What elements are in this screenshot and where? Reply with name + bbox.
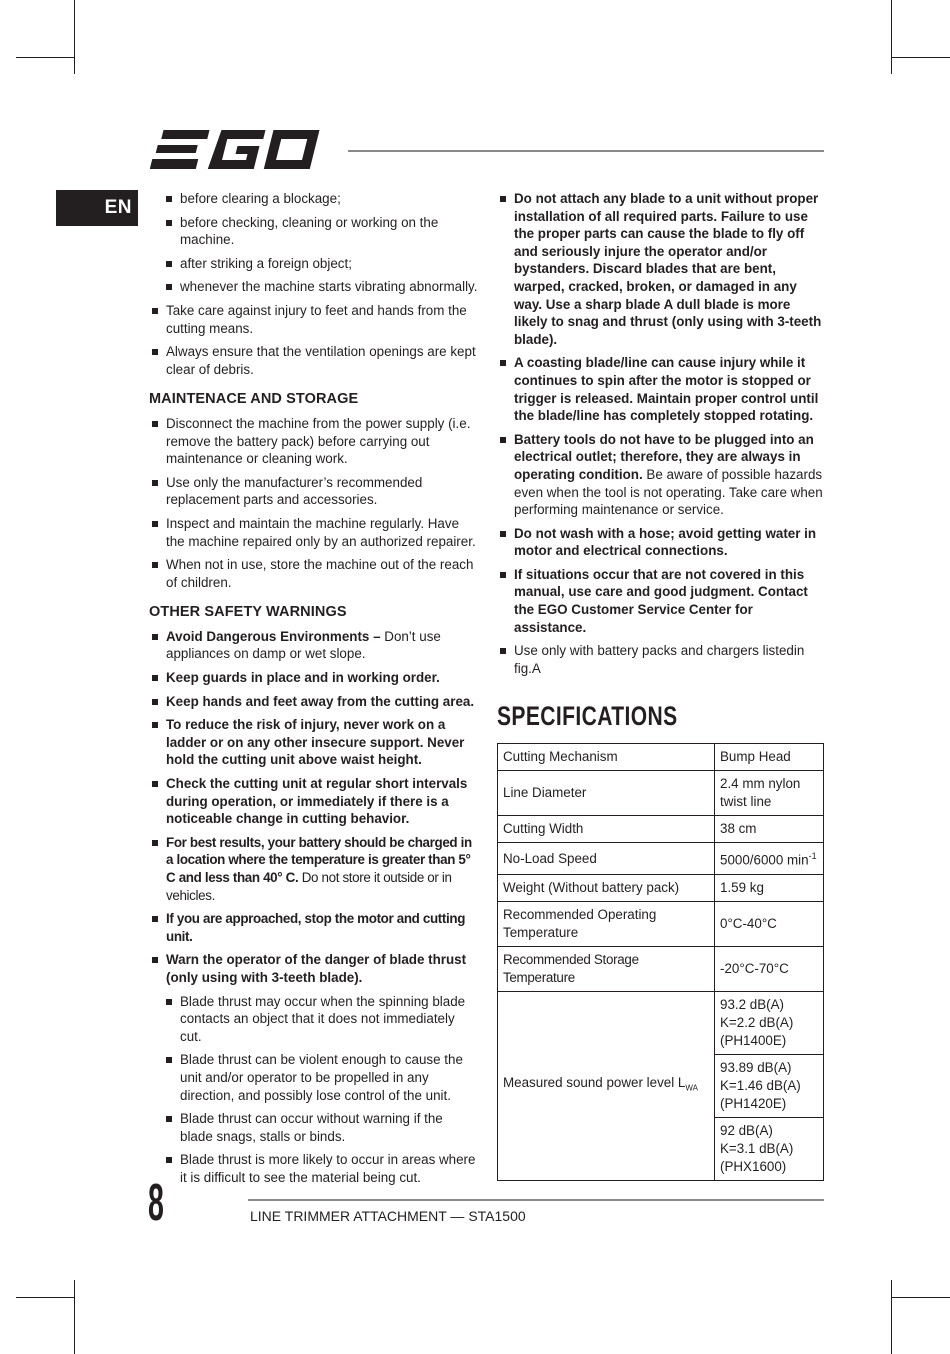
header-rule (348, 150, 824, 152)
footer-rule (248, 1199, 824, 1201)
sound-label-sub: WA (685, 1083, 698, 1093)
sound-value-line: K=1.46 dB(A) (720, 1077, 801, 1093)
spec-value (715, 991, 824, 1054)
table-row (498, 843, 824, 874)
list-item (149, 834, 479, 904)
warnings-list (149, 628, 479, 987)
spec-value: -20°C-70°C (715, 946, 824, 991)
spec-value (715, 843, 824, 874)
other-warnings-heading: OTHER SAFETY WARNINGS (149, 604, 347, 621)
sub-bullet-list (149, 190, 479, 296)
crop-mark (74, 0, 75, 74)
bullet-list (149, 302, 479, 378)
page-number: 8 (148, 1174, 164, 1232)
sound-value-line: 93.2 dB(A) (720, 996, 785, 1012)
spec-label: Recommended Storage Temperature (498, 946, 715, 991)
list-item: Use only with battery packs and chargers listedin fig.A (497, 642, 823, 677)
list-item (497, 431, 823, 519)
spec-value: 38 cm (715, 816, 824, 843)
specifications-table (497, 743, 824, 1180)
crop-mark (891, 0, 892, 74)
list-item: Blade thrust is more likely to occur in areas where it is difficult to see the material being cut. (163, 1151, 479, 1186)
battery-bold: For best results, your battery should be charged in a location where the temperature is greater than 5° C and less than 40° C. (166, 834, 472, 885)
spec-value: Bump Head (715, 744, 824, 771)
sound-value-line: 93.89 dB(A) (720, 1059, 792, 1075)
battery-tools-bold: Battery tools do not have to be plugged into an electrical outlet; therefore, they are always in operating condition. (514, 431, 814, 482)
crop-mark (16, 57, 74, 58)
crop-mark (16, 1297, 74, 1298)
ego-logo (150, 128, 332, 172)
list-item: Blade thrust can occur without warning if the blade snags, stalls or binds. (163, 1110, 479, 1145)
avoid-bold: Avoid Dangerous Environments – (166, 628, 381, 644)
right-column (497, 190, 823, 1181)
spec-value: 1.59 kg (715, 874, 824, 901)
thrust-list (149, 993, 479, 1187)
list-item: To reduce the risk of injury, never work on a ladder or on any other insecure support. Never hold the cutting unit above waist height. (149, 716, 479, 769)
battery-text: Do not store it outside or in vehicles. (166, 870, 452, 903)
left-column (149, 190, 479, 1193)
list-item: whenever the machine starts vibrating abnormally. (163, 278, 479, 296)
spec-label: No-Load Speed (498, 843, 715, 874)
list-item: Keep guards in place and in working order. (149, 669, 479, 687)
spec-value: 0°C-40°C (715, 901, 824, 946)
table-row (498, 816, 824, 843)
list-item: Use only the manufacturer’s recommended replacement parts and accessories. (149, 474, 479, 509)
sound-value-line: K=2.2 dB(A) (720, 1014, 794, 1030)
table-row (498, 901, 824, 946)
battery-tools-text: Be aware of possible hazards even when the tool is not operating. Take care when performing maintenance or service. (514, 466, 823, 518)
list-item: Check the cutting unit at regular short intervals during operation, or immediately if there is a noticeable change in cutting behavior. (149, 775, 479, 828)
list-item: Inspect and maintain the machine regularly. Have the machine repaired only by an authorized repairer. (149, 515, 479, 550)
list-item: Blade thrust may occur when the spinning blade contacts an object that it does not immediately cut. (163, 993, 479, 1046)
maintenance-list (149, 415, 479, 591)
list-item: Disconnect the machine from the power supply (i.e. remove the battery pack) before carrying out maintenance or cleaning work. (149, 415, 479, 468)
list-item: before checking, cleaning or working on the machine. (163, 214, 479, 249)
sound-value-line: 92 dB(A) (720, 1122, 773, 1138)
list-item: Blade thrust can be violent enough to cause the unit and/or operator to be propelled in any direction, and possibly lose control of the unit. (163, 1051, 479, 1104)
spec-label (498, 991, 715, 1180)
sound-value-line: (PH1400E) (720, 1032, 787, 1048)
spec-value: 2.4 mm nylon twist line (715, 771, 824, 816)
spec-label: Recommended Operating Temperature (498, 901, 715, 946)
table-row (498, 771, 824, 816)
list-item: If situations occur that are not covered in this manual, use care and good judgment. Contact the EGO Customer Service Center for assistance. (497, 566, 823, 636)
table-row (498, 946, 824, 991)
sound-value-line: (PHX1600) (720, 1158, 787, 1174)
sound-value-line: (PH1420E) (720, 1095, 787, 1111)
language-tab: EN (56, 190, 138, 226)
sound-value-line: K=3.1 dB(A) (720, 1140, 794, 1156)
table-row (498, 874, 824, 901)
list-item: Always ensure that the ventilation openings are kept clear of debris. (149, 343, 479, 378)
table-row (498, 991, 824, 1054)
spec-label: Cutting Width (498, 816, 715, 843)
spec-value (715, 1117, 824, 1180)
crop-mark (74, 1280, 75, 1354)
list-item: If you are approached, stop the motor and cutting unit. (149, 910, 479, 945)
list-item: before clearing a blockage; (163, 190, 479, 208)
maintenance-heading: MAINTENACE AND STORAGE (149, 391, 359, 408)
list-item: Do not wash with a hose; avoid getting water in motor and electrical connections. (497, 525, 823, 560)
sound-label: Measured sound power level L (503, 1075, 686, 1091)
list-item (149, 628, 479, 663)
spec-value (715, 1054, 824, 1117)
right-warnings-list (497, 190, 823, 677)
list-item: Warn the operator of the danger of blade thrust (only using with 3-teeth blade). (149, 951, 479, 986)
specifications-heading: SPECIFICATIONS (497, 701, 678, 732)
crop-mark (891, 1280, 892, 1354)
list-item: after striking a foreign object; (163, 255, 479, 273)
spec-label: Weight (Without battery pack) (498, 874, 715, 901)
footer-title: LINE TRIMMER ATTACHMENT — STA1500 (250, 1208, 526, 1224)
speed-value: 5000/6000 min (720, 852, 809, 868)
list-item: Keep hands and feet away from the cutting area. (149, 693, 479, 711)
crop-mark (891, 57, 950, 58)
table-row (498, 744, 824, 771)
spec-label: Cutting Mechanism (498, 744, 715, 771)
list-item: When not in use, store the machine out of the reach of children. (149, 556, 479, 591)
spec-label: Line Diameter (498, 771, 715, 816)
list-item: A coasting blade/line can cause injury while it continues to spin after the motor is stopped or trigger is released. Maintain proper control until the blade/line has completely stopped rotating. (497, 354, 823, 424)
speed-unit-sup: -1 (808, 851, 817, 862)
list-item: Take care against injury to feet and hands from the cutting means. (149, 302, 479, 337)
list-item: Do not attach any blade to a unit without proper installation of all required parts. Failure to use the proper parts can cause the blade to fly off and seriously injure the operator and/or bystanders. Discard blades that are bent, warped, cracked, broken, or damaged in any way. Use a sharp blade A dull blade is more likely to snag and thrust (only using with 3-teeth blade). (497, 190, 823, 348)
avoid-text: Don’t use appliances on damp or wet slope. (166, 628, 441, 662)
crop-mark (891, 1297, 950, 1298)
